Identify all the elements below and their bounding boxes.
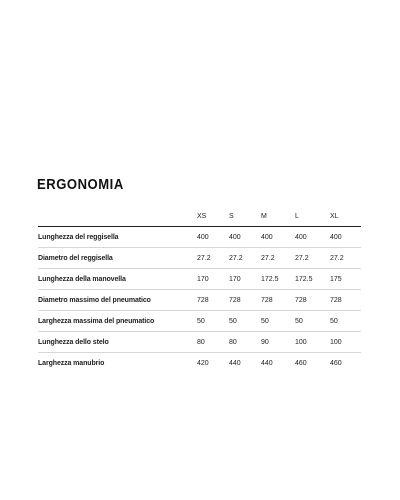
row-label: Lunghezza del reggisella (38, 227, 197, 248)
table-cell: 27.2 (295, 248, 330, 269)
table-row (38, 311, 361, 332)
row-label: Larghezza manubrio (38, 359, 105, 367)
table-cell: 460 (295, 359, 307, 367)
table-cell: 460 (330, 359, 342, 367)
table-cell: 80 (229, 332, 261, 353)
table-cell: 400 (261, 227, 295, 248)
table-cell: 50 (261, 311, 295, 332)
table-header-row (38, 206, 361, 227)
table-row (38, 353, 361, 374)
table-cell: 27.2 (330, 248, 361, 269)
table-row (38, 269, 361, 290)
table-cell: 400 (229, 227, 261, 248)
table-row (38, 227, 361, 248)
size-header-s: S (229, 206, 261, 227)
table-cell: 420 (197, 359, 209, 367)
table-cell: 50 (197, 311, 229, 332)
row-label: Diametro del reggisella (38, 248, 197, 269)
table-cell: 172.5 (261, 269, 295, 290)
table-cell: 400 (295, 227, 330, 248)
table-cell: 728 (197, 290, 229, 311)
row-label: Lunghezza della manovella (38, 269, 197, 290)
table-cell: 50 (295, 311, 330, 332)
table-cell: 728 (261, 290, 295, 311)
table-cell: 400 (330, 227, 361, 248)
table-row (38, 248, 361, 269)
row-label: Larghezza massima del pneumatico (38, 311, 197, 332)
table-cell: 27.2 (229, 248, 261, 269)
size-header-xl: XL (330, 206, 361, 227)
size-header-xs: XS (197, 206, 229, 227)
ergonomics-table (38, 206, 361, 373)
table-cell: 50 (330, 311, 361, 332)
size-header-m: M (261, 206, 295, 227)
table-cell: 27.2 (261, 248, 295, 269)
table-cell: 172.5 (295, 269, 330, 290)
table-cell: 728 (229, 290, 261, 311)
table-cell: 400 (197, 227, 229, 248)
table-cell: 100 (295, 332, 330, 353)
table-cell: 175 (330, 269, 361, 290)
table-cell: 27.2 (197, 248, 229, 269)
header-label-cell (38, 206, 197, 227)
table-cell: 440 (261, 359, 273, 367)
table-row (38, 290, 361, 311)
table-cell: 170 (229, 269, 261, 290)
table-cell: 170 (197, 269, 229, 290)
table-cell: 90 (261, 332, 295, 353)
table-cell: 50 (229, 311, 261, 332)
table-cell: 80 (197, 332, 229, 353)
row-label: Diametro massimo del pneumatico (38, 290, 197, 311)
table-cell: 728 (295, 290, 330, 311)
size-header-l: L (295, 206, 330, 227)
table-cell: 440 (229, 359, 241, 367)
table-row (38, 332, 361, 353)
row-label: Lunghezza dello stelo (38, 332, 197, 353)
section-title: ERGONOMIA (37, 177, 124, 193)
table-cell: 100 (330, 332, 361, 353)
table-cell: 728 (330, 290, 361, 311)
